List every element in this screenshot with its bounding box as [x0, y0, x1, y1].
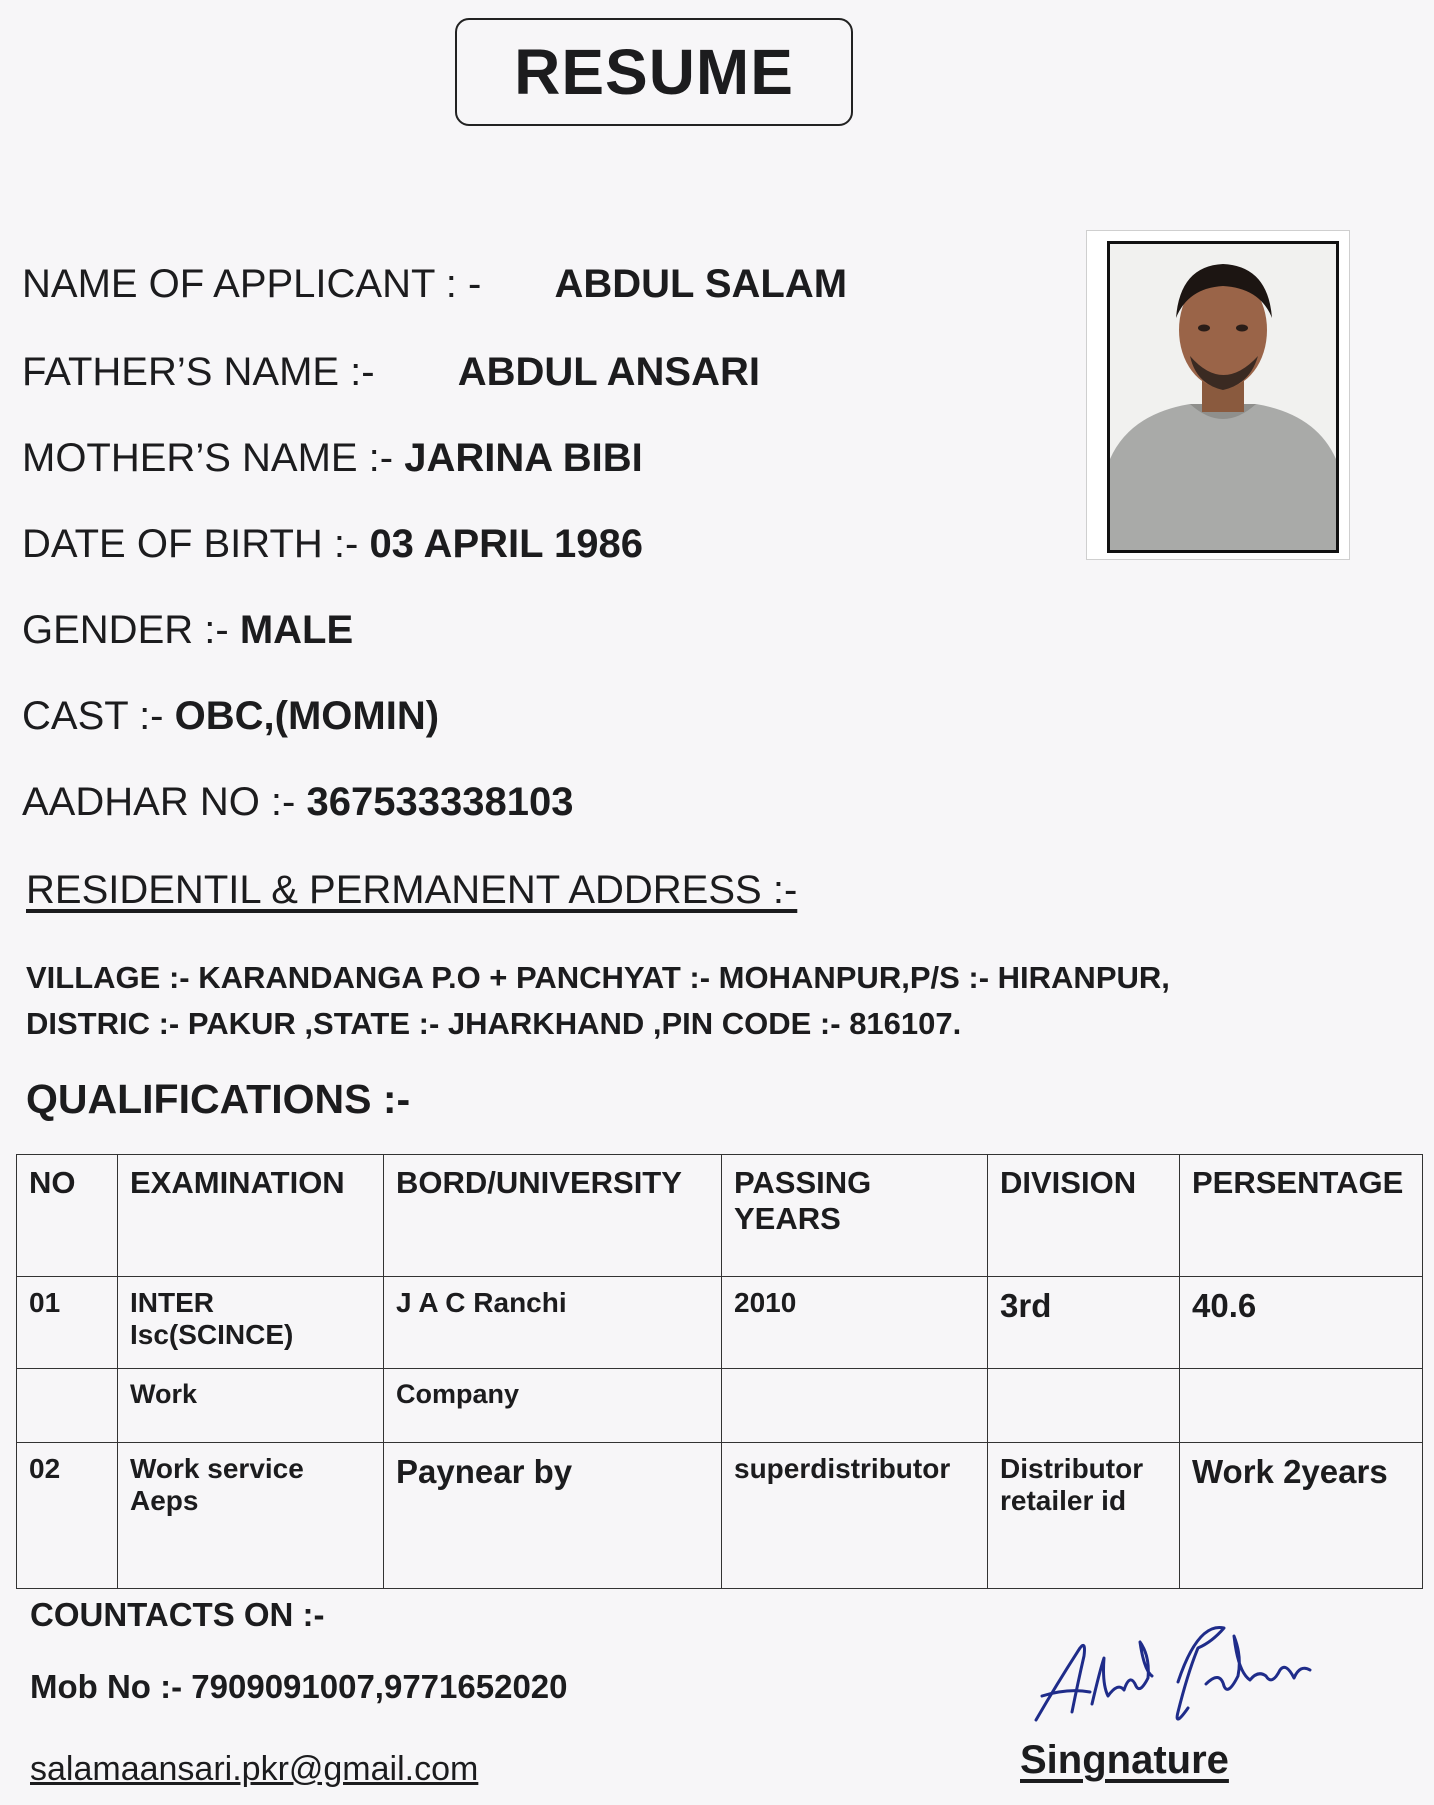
cast-label: CAST :-: [22, 694, 164, 738]
gender-row: [22, 608, 353, 653]
signature-label: Singnature: [1020, 1738, 1229, 1782]
handwritten-signature: [1028, 1612, 1318, 1732]
table-row: [17, 1277, 1423, 1369]
table-cell: 01: [17, 1277, 118, 1369]
applicant-name-value: ABDUL SALAM: [554, 262, 848, 306]
address-line-1: VILLAGE :- KARANDANGA P.O + PANCHYAT :- MOHANPUR,P/S :- HIRANPUR,: [26, 960, 1170, 995]
table-cell: superdistributor: [722, 1443, 988, 1589]
father-name-label: FATHER’S NAME :-: [22, 350, 375, 394]
column-header: DIVISION: [988, 1155, 1180, 1277]
qualifications-heading: QUALIFICATIONS :-: [26, 1076, 411, 1122]
table-cell: Company: [384, 1369, 722, 1443]
table-cell: J A C Ranchi: [384, 1277, 722, 1369]
table-cell: 2010: [722, 1277, 988, 1369]
table-cell: 3rd: [988, 1277, 1180, 1369]
applicant-photo: [1107, 241, 1339, 553]
column-header: NO: [17, 1155, 118, 1277]
gender-value: MALE: [239, 608, 354, 652]
table-cell: 02: [17, 1443, 118, 1589]
person-portrait-icon: [1110, 244, 1336, 550]
table-cell: Work service Aeps: [118, 1443, 384, 1589]
dob-value: 03 APRIL 1986: [369, 522, 643, 566]
dob-row: [22, 522, 643, 567]
table-cell: 40.6: [1180, 1277, 1423, 1369]
address-line-2: DISTRIC :- PAKUR ,STATE :- JHARKHAND ,PIN CODE :- 816107.: [26, 1006, 962, 1041]
photo-frame: [1086, 230, 1350, 560]
mother-name-value: JARINA BIBI: [404, 436, 643, 480]
table-row: [17, 1369, 1423, 1443]
contacts-heading: COUNTACTS ON :-: [30, 1596, 325, 1633]
applicant-name-label: NAME OF APPLICANT : -: [22, 262, 482, 306]
gender-label: GENDER :-: [22, 608, 229, 652]
aadhar-row: [22, 780, 573, 825]
father-name-row: [22, 350, 760, 395]
column-header: PERSENTAGE: [1180, 1155, 1423, 1277]
mother-name-row: [22, 436, 643, 481]
cast-row: [22, 694, 439, 739]
dob-label: DATE OF BIRTH :-: [22, 522, 359, 566]
address-heading: RESIDENTIL & PERMANENT ADDRESS :-: [26, 868, 798, 912]
title-box: [455, 18, 853, 126]
column-header: PASSING YEARS: [722, 1155, 988, 1277]
table-cell: [17, 1369, 118, 1443]
column-header: BORD/UNIVERSITY: [384, 1155, 722, 1277]
table-cell: [722, 1369, 988, 1443]
page-title: RESUME: [514, 36, 794, 108]
mobile-number: Mob No :- 7909091007,9771652020: [30, 1668, 568, 1705]
column-header: EXAMINATION: [118, 1155, 384, 1277]
aadhar-value: 367533338103: [306, 780, 574, 824]
table-cell: [1180, 1369, 1423, 1443]
table-cell: [988, 1369, 1180, 1443]
table-cell: Paynear by: [384, 1443, 722, 1589]
table-cell: Work 2years: [1180, 1443, 1423, 1589]
table-header-row: [17, 1155, 1423, 1277]
mother-name-label: MOTHER’S NAME :-: [22, 436, 394, 480]
table-cell: Distributor retailer id: [988, 1443, 1180, 1589]
aadhar-label: AADHAR NO :-: [22, 780, 296, 824]
table-cell: INTER Isc(SCINCE): [118, 1277, 384, 1369]
applicant-name-row: [22, 262, 847, 307]
qualifications-table: [16, 1154, 1423, 1589]
table-row: [17, 1443, 1423, 1589]
father-name-value: ABDUL ANSARI: [457, 350, 760, 394]
table-cell: Work: [118, 1369, 384, 1443]
email-link[interactable]: salamaansari.pkr@gmail.com: [30, 1750, 479, 1788]
cast-value: OBC,(MOMIN): [174, 694, 440, 738]
